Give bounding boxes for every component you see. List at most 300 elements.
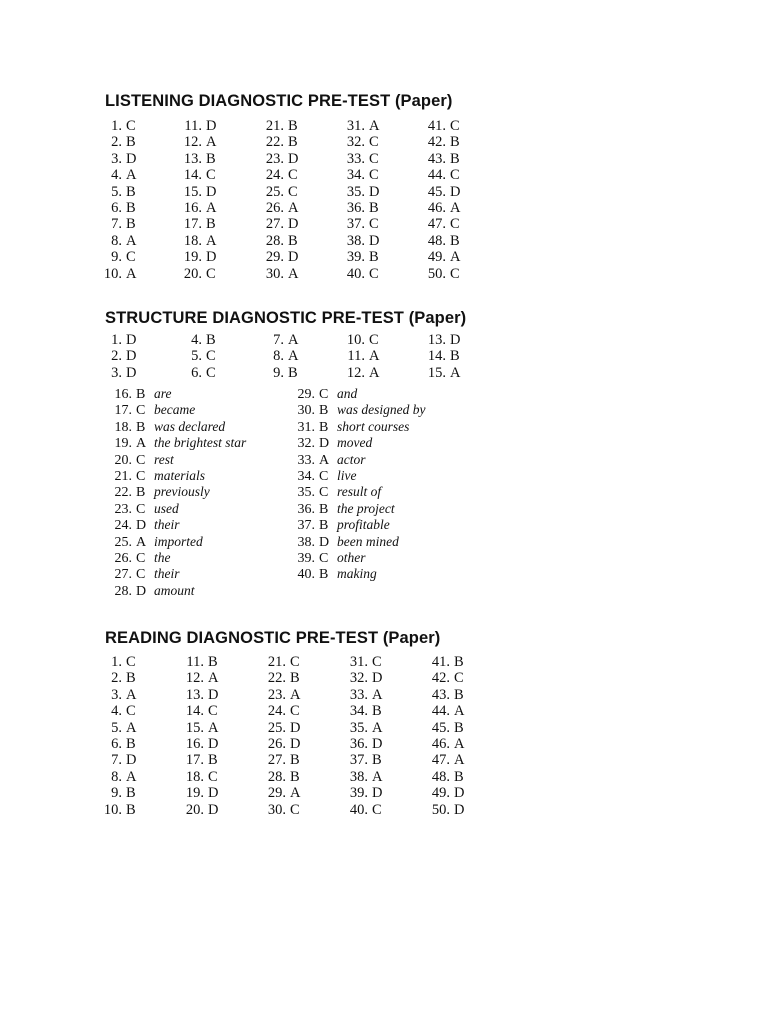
answer-letter: B: [206, 150, 216, 167]
answer-item: [180, 134, 216, 150]
question-number: 17.: [185, 752, 204, 769]
question-number: 45.: [427, 183, 446, 200]
question-number: 15.: [185, 719, 204, 736]
answer-letter: B: [126, 199, 136, 216]
question-number: 30.: [267, 801, 286, 818]
question-number: 17.: [183, 216, 202, 233]
question-number: 27.: [267, 752, 286, 769]
question-number: 36.: [346, 199, 365, 216]
answer-letter: B: [454, 719, 464, 736]
question-number: 25.: [114, 534, 132, 550]
answer-letter: A: [450, 199, 461, 216]
answer-item: [100, 785, 136, 801]
question-number: 11.: [186, 654, 204, 670]
phrase-answer-item: [283, 517, 426, 533]
question-number: 13.: [185, 686, 204, 703]
question-number: 40.: [349, 801, 368, 818]
question-number: 10.: [103, 265, 122, 282]
question-number: 7.: [111, 752, 122, 769]
answer-item: [100, 216, 136, 232]
answer-phrase: short courses: [337, 418, 410, 434]
question-number: 41.: [427, 118, 446, 134]
answer-letter: C: [288, 183, 298, 200]
answer-letter: C: [136, 403, 146, 419]
answer-item: [100, 134, 136, 150]
answer-letter: A: [126, 719, 137, 736]
phrase-answer-item: [100, 468, 246, 484]
question-number: 28.: [265, 232, 284, 249]
question-number: 5.: [191, 348, 202, 365]
answer-letter: C: [454, 670, 464, 687]
answer-item: [100, 348, 136, 364]
structure-phrases-right: [283, 386, 426, 583]
question-number: 35.: [297, 485, 315, 501]
question-number: 22.: [265, 134, 284, 151]
answer-item: [262, 151, 298, 167]
question-number: 30.: [297, 403, 315, 419]
question-number: 35.: [346, 183, 365, 200]
answer-item: [262, 184, 298, 200]
phrase-answer-item: [100, 517, 246, 533]
answer-item: [100, 752, 136, 768]
answer-letter: D: [450, 332, 461, 348]
answer-letter: C: [290, 654, 300, 670]
answer-item: [424, 184, 460, 200]
question-number: 16.: [185, 735, 204, 752]
answer-phrase: other: [337, 549, 366, 565]
answer-item: [428, 736, 464, 752]
answer-letter: B: [290, 768, 300, 785]
answer-item: [262, 266, 298, 282]
answer-item: [424, 266, 460, 282]
answer-item: [100, 151, 136, 167]
answer-item: [100, 687, 136, 703]
question-number: 38.: [297, 534, 315, 550]
answer-letter: A: [126, 768, 137, 785]
answer-letter: B: [319, 567, 329, 583]
answer-letter: B: [454, 686, 464, 703]
answer-letter: B: [450, 348, 460, 365]
answer-item: [100, 266, 136, 282]
answer-item: [264, 687, 300, 703]
answer-item: [264, 703, 300, 719]
structure-title: [105, 309, 466, 328]
answer-letter: A: [126, 686, 137, 703]
question-number: 49.: [427, 249, 446, 266]
answer-item: [100, 720, 136, 736]
answer-letter: D: [136, 518, 147, 534]
answer-item: [428, 687, 464, 703]
answer-letter: D: [206, 118, 217, 134]
answer-item: [262, 348, 298, 364]
question-number: 23.: [114, 501, 132, 517]
answer-letter: A: [136, 534, 147, 550]
question-number: 24.: [267, 703, 286, 720]
answer-letter: B: [290, 752, 300, 769]
answer-item: [100, 365, 136, 381]
answer-item: [262, 200, 298, 216]
question-number: 20.: [185, 801, 204, 818]
answer-phrase: the: [154, 549, 171, 565]
question-number: 27.: [265, 216, 284, 233]
answer-item: [424, 167, 460, 183]
answer-letter: D: [126, 332, 137, 348]
answer-item: [424, 348, 460, 364]
phrase-answer-item: [100, 452, 246, 468]
answer-letter: C: [126, 249, 136, 266]
answer-letter: C: [136, 567, 146, 583]
question-number: 19.: [114, 436, 132, 452]
answer-item: [343, 134, 379, 150]
structure-phrases-left: [100, 386, 246, 599]
phrase-answer-item: [100, 402, 246, 418]
listening-title-text: LISTENING DIAGNOSTIC PRE-TEST: [105, 92, 391, 110]
answer-letter: D: [126, 364, 137, 381]
question-number: 42.: [427, 134, 446, 151]
answer-letter: D: [369, 232, 380, 249]
answer-item: [100, 200, 136, 216]
answer-letter: A: [206, 232, 217, 249]
phrase-answer-item: [100, 583, 246, 599]
answer-item: [428, 703, 464, 719]
answer-letter: C: [126, 118, 136, 134]
question-number: 50.: [431, 801, 450, 818]
question-number: 32.: [297, 436, 315, 452]
answer-item: [100, 167, 136, 183]
answer-item: [262, 216, 298, 232]
answer-item: [182, 736, 218, 752]
answer-letter: C: [126, 703, 136, 720]
question-number: 36.: [349, 735, 368, 752]
answer-letter: C: [369, 150, 379, 167]
question-number: 30.: [265, 265, 284, 282]
answer-letter: B: [288, 134, 298, 151]
answer-item: [428, 720, 464, 736]
answer-letter: B: [288, 118, 298, 134]
structure-title-text: STRUCTURE DIAGNOSTIC PRE-TEST: [105, 309, 404, 327]
question-number: 18.: [185, 768, 204, 785]
answer-letter: A: [208, 719, 219, 736]
phrase-answer-item: [100, 566, 246, 582]
question-number: 33.: [346, 150, 365, 167]
answer-letter: C: [450, 167, 460, 184]
question-number: 19.: [185, 785, 204, 802]
phrase-answer-item: [100, 550, 246, 566]
phrase-answer-item: [283, 452, 426, 468]
answer-letter: B: [126, 785, 136, 802]
answer-letter: A: [450, 249, 461, 266]
answer-letter: B: [208, 654, 218, 670]
answer-letter: D: [288, 150, 299, 167]
question-number: 4.: [191, 332, 202, 348]
question-number: 20.: [114, 452, 132, 468]
question-number: 12.: [185, 670, 204, 687]
answer-letter: A: [369, 348, 380, 365]
phrase-answer-item: [283, 386, 426, 402]
question-number: 40.: [346, 265, 365, 282]
question-number: 18.: [183, 232, 202, 249]
answer-letter: D: [136, 583, 147, 599]
answer-letter: D: [454, 801, 465, 818]
answer-letter: B: [290, 670, 300, 687]
listening-paper-label: (Paper): [394, 92, 453, 110]
answer-item: [424, 216, 460, 232]
reading-paper-label: (Paper): [382, 629, 441, 647]
question-number: 5.: [111, 719, 122, 736]
answer-letter: B: [319, 518, 329, 534]
question-number: 27.: [114, 567, 132, 583]
reading-title: [105, 629, 440, 648]
question-number: 9.: [273, 364, 284, 381]
answer-item: [180, 151, 216, 167]
answer-letter: B: [369, 199, 379, 216]
question-number: 31.: [346, 118, 365, 134]
question-number: 28.: [267, 768, 286, 785]
answer-item: [346, 687, 382, 703]
answer-item: [343, 233, 379, 249]
answer-item: [182, 785, 218, 801]
answer-letter: A: [450, 364, 461, 381]
answer-letter: B: [136, 387, 146, 402]
answer-item: [182, 670, 218, 686]
answer-letter: A: [126, 265, 137, 282]
question-number: 4.: [111, 167, 122, 184]
answer-letter: A: [288, 332, 299, 348]
phrase-answer-item: [283, 550, 426, 566]
answer-letter: C: [372, 801, 382, 818]
answer-letter: C: [369, 216, 379, 233]
question-number: 7.: [273, 332, 284, 348]
answer-item: [428, 752, 464, 768]
answer-item: [262, 167, 298, 183]
question-number: 49.: [431, 785, 450, 802]
phrase-answer-item: [100, 534, 246, 550]
answer-item: [346, 769, 382, 785]
question-number: 48.: [427, 232, 446, 249]
question-number: 18.: [114, 419, 132, 435]
answer-letter: A: [290, 785, 301, 802]
answer-letter: D: [372, 670, 383, 687]
answer-item: [428, 654, 464, 670]
question-number: 22.: [114, 485, 132, 501]
answer-phrase: materials: [154, 467, 206, 483]
answer-item: [182, 654, 218, 670]
answer-letter: A: [126, 232, 137, 249]
answer-letter: A: [208, 670, 219, 687]
answer-phrase: imported: [154, 533, 203, 549]
answer-item: [346, 703, 382, 719]
answer-letter: C: [206, 348, 216, 365]
answer-letter: C: [319, 485, 329, 501]
question-number: 2.: [111, 134, 122, 151]
answer-item: [100, 233, 136, 249]
answer-letter: A: [372, 768, 383, 785]
answer-item: [264, 736, 300, 752]
question-number: 17.: [114, 403, 132, 419]
question-number: 39.: [346, 249, 365, 266]
answer-item: [346, 654, 382, 670]
question-number: 13.: [183, 150, 202, 167]
answer-letter: B: [136, 419, 146, 435]
answer-letter: B: [319, 419, 329, 435]
answer-letter: B: [372, 752, 382, 769]
answer-letter: B: [206, 332, 216, 348]
answer-letter: D: [290, 719, 301, 736]
answer-phrase: been mined: [337, 533, 399, 549]
answer-item: [100, 736, 136, 752]
answer-letter: B: [288, 232, 298, 249]
answer-item: [180, 249, 216, 265]
question-number: 11.: [184, 118, 202, 134]
phrase-answer-item: [283, 534, 426, 550]
answer-letter: B: [136, 485, 146, 501]
answer-letter: A: [288, 199, 299, 216]
answer-letter: D: [288, 249, 299, 266]
question-number: 22.: [267, 670, 286, 687]
answer-item: [343, 365, 379, 381]
answer-letter: A: [372, 686, 383, 703]
answer-item: [180, 184, 216, 200]
question-number: 10.: [346, 332, 365, 348]
question-number: 8.: [273, 348, 284, 365]
answer-item: [424, 118, 460, 134]
question-number: 43.: [427, 150, 446, 167]
question-number: 33.: [349, 686, 368, 703]
question-number: 6.: [111, 735, 122, 752]
answer-letter: D: [126, 150, 137, 167]
answer-letter: A: [136, 436, 147, 452]
answer-item: [264, 769, 300, 785]
answer-item: [262, 249, 298, 265]
question-number: 3.: [111, 686, 122, 703]
phrase-answer-item: [283, 402, 426, 418]
answer-item: [180, 266, 216, 282]
answer-letter: A: [288, 265, 299, 282]
question-number: 14.: [427, 348, 446, 365]
question-number: 15.: [183, 183, 202, 200]
answer-item: [343, 167, 379, 183]
phrase-answer-item: [283, 419, 426, 435]
answer-letter: C: [136, 501, 146, 517]
answer-letter: D: [206, 249, 217, 266]
answer-letter: A: [290, 686, 301, 703]
answer-letter: B: [208, 752, 218, 769]
answer-letter: B: [126, 670, 136, 687]
answer-item: [180, 167, 216, 183]
answer-item: [100, 670, 136, 686]
question-number: 26.: [267, 735, 286, 752]
answer-letter: B: [369, 249, 379, 266]
answer-letter: C: [136, 452, 146, 468]
answer-letter: C: [319, 550, 329, 566]
answer-item: [264, 785, 300, 801]
answer-letter: C: [206, 167, 216, 184]
answer-phrase: live: [337, 467, 357, 483]
answer-letter: A: [454, 752, 465, 769]
answer-item: [264, 802, 300, 818]
question-number: 14.: [183, 167, 202, 184]
answer-letter: B: [454, 768, 464, 785]
answer-item: [100, 769, 136, 785]
answer-letter: B: [372, 703, 382, 720]
question-number: 19.: [183, 249, 202, 266]
answer-letter: C: [450, 118, 460, 134]
question-number: 45.: [431, 719, 450, 736]
question-number: 8.: [111, 232, 122, 249]
answer-letter: C: [450, 265, 460, 282]
answer-letter: C: [450, 216, 460, 233]
question-number: 6.: [191, 364, 202, 381]
answer-item: [343, 216, 379, 232]
answer-item: [424, 332, 460, 348]
answer-phrase: result of: [337, 484, 382, 500]
answer-item: [264, 720, 300, 736]
answer-item: [343, 184, 379, 200]
answer-letter: B: [450, 150, 460, 167]
question-number: 3.: [111, 150, 122, 167]
answer-letter: D: [372, 735, 383, 752]
answer-letter: D: [450, 183, 461, 200]
answer-letter: A: [369, 118, 380, 134]
phrase-answer-item: [283, 484, 426, 500]
question-number: 29.: [297, 387, 315, 402]
question-number: 35.: [349, 719, 368, 736]
answer-item: [262, 365, 298, 381]
answer-letter: C: [369, 332, 379, 348]
answer-item: [264, 654, 300, 670]
answer-item: [346, 752, 382, 768]
answer-letter: D: [126, 348, 137, 365]
answer-phrase: making: [337, 566, 377, 582]
answer-letter: A: [454, 703, 465, 720]
question-number: 37.: [346, 216, 365, 233]
question-number: 41.: [431, 654, 450, 670]
answer-item: [100, 184, 136, 200]
answer-phrase: previously: [154, 484, 210, 500]
answer-phrase: their: [154, 566, 180, 582]
answer-item: [182, 703, 218, 719]
reading-title-text: READING DIAGNOSTIC PRE-TEST: [105, 629, 379, 647]
answer-letter: C: [288, 167, 298, 184]
question-number: 1.: [111, 654, 122, 670]
listening-title: [105, 92, 453, 111]
question-number: 38.: [349, 768, 368, 785]
question-number: 47.: [431, 752, 450, 769]
answer-letter: D: [126, 752, 137, 769]
question-number: 1.: [111, 118, 122, 134]
answer-letter: D: [319, 436, 330, 452]
answer-item: [424, 134, 460, 150]
question-number: 21.: [267, 654, 286, 670]
answer-letter: C: [319, 387, 329, 402]
answer-letter: B: [126, 801, 136, 818]
answer-item: [346, 736, 382, 752]
answer-letter: A: [288, 348, 299, 365]
answer-letter: A: [372, 719, 383, 736]
answer-phrase: moved: [337, 435, 373, 451]
answer-letter: D: [206, 183, 217, 200]
answer-phrase: became: [154, 402, 196, 418]
question-number: 48.: [431, 768, 450, 785]
question-number: 34.: [297, 468, 315, 484]
answer-item: [343, 200, 379, 216]
answer-letter: B: [319, 403, 329, 419]
answer-letter: B: [454, 654, 464, 670]
question-number: 12.: [346, 364, 365, 381]
answer-item: [180, 365, 216, 381]
question-number: 3.: [111, 364, 122, 381]
answer-item: [182, 752, 218, 768]
